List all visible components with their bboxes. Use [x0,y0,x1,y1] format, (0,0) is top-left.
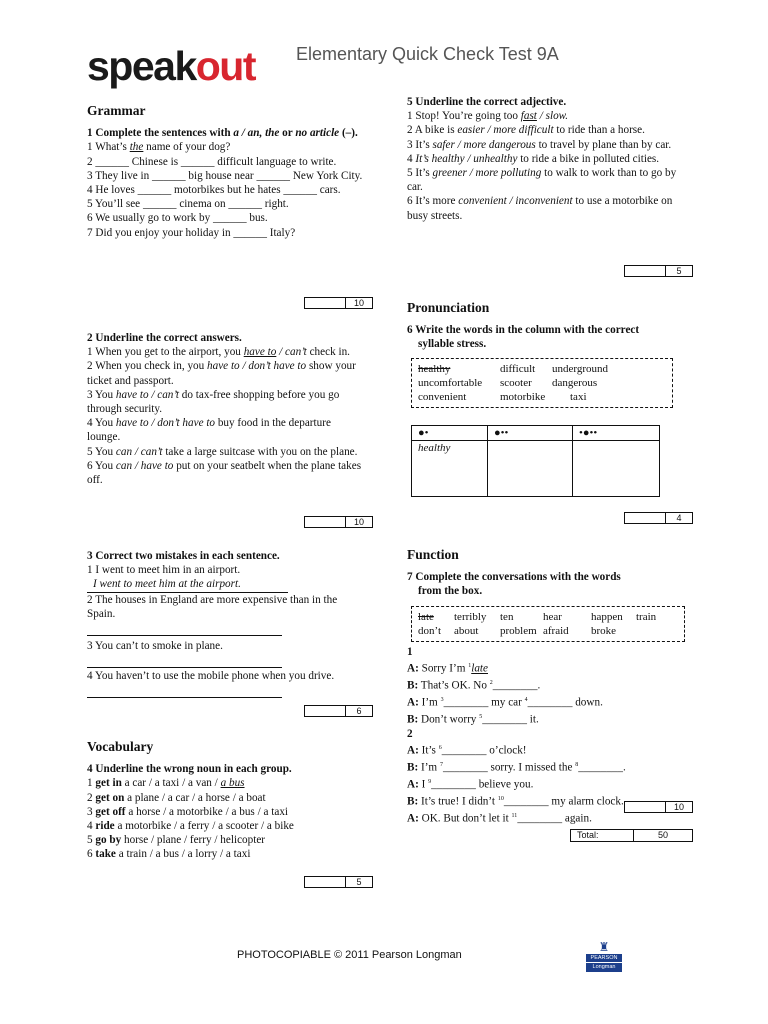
q2-block [87,331,363,487]
q7-line[interactable]: A: I’m $^3$________ my car $^4$________ down. [407,696,603,709]
stress-cell[interactable] [488,441,573,497]
q7-word: problem [500,625,537,637]
q6-word: underground [552,363,609,375]
q7-line[interactable]: A: It’s $^6$________ o’clock! [407,744,527,757]
q7-word: about [454,625,479,637]
q2-item-6[interactable]: 6 You can / have to put on your seatbelt when the plane takes off. [87,459,362,487]
q7-instruction-line-1: 7 Complete the conversations with the words [407,571,621,584]
pearson-longman-logo: ♜ PEARSON Longman [586,940,622,978]
q6-word: taxi [570,391,587,403]
stress-table [411,425,660,497]
q5-item-3[interactable]: 3 It’s safer / more dangerous to travel by plane than by car. [407,138,672,151]
q3-sentence-1: 1 I went to meet him in an airport. [87,564,241,577]
q7-line[interactable]: B: That’s OK. No $^2$________. [407,679,541,692]
q3-block [87,549,363,698]
q7-line[interactable]: A: I $^9$________ believe you. [407,778,534,791]
q6-score-box: 4 [624,512,693,524]
q5-instruction: 5 Underline the correct adjective. [407,96,567,108]
q7-word: happen [591,611,623,623]
q7-line[interactable]: B: I’m $^7$________ sorry. I missed the $^8$________. [407,761,626,774]
q7-line[interactable]: B: Don’t worry $^5$________ it. [407,713,539,726]
function-heading: Function [407,547,459,562]
conversation-number: 1 [407,646,413,658]
q6-word: healthy [418,363,451,375]
q2-item-1[interactable]: 1 When you get to the airport, you have to / can’t check in. [87,346,350,359]
q1-item-4[interactable]: 4 He loves ______ motorbikes but he hates ______ cars. [87,184,341,197]
q5-item-5[interactable]: 5 It’s greener / more polluting to walk to work than to go by car. [407,167,677,194]
vocabulary-heading: Vocabulary [87,739,154,754]
q2-score-box: 10 [304,516,373,528]
q3-sentence-4: 4 You haven’t to use the mobile phone when you drive. [87,670,335,683]
q4-item-4[interactable]: 4 ride a motorbike / a ferry / a scooter / a bike [87,820,294,833]
q1-instruction: 1 Complete the sentences with a / an, the or no article (–). [87,127,358,140]
q5-score-box: 5 [624,265,693,277]
q4-item-2[interactable]: 2 get on a plane / a car / a horse / a boat [87,791,266,804]
q1-item-1: 1 What’s the name of your dog? [87,141,231,154]
q6-word: scooter [500,377,532,389]
q4-item-3[interactable]: 3 get off a horse / a motorbike / a bus / a taxi [87,805,289,818]
q5-item-4[interactable]: 4 It’s healthy / unhealthy to ride a bike in polluted cities. [407,152,660,165]
stress-column-header: •●•• [573,426,660,441]
pronunciation-block [407,301,687,352]
q2-item-5[interactable]: 5 You can / can’t take a large suitcase with you on the plane. [87,445,358,458]
q5-item-2[interactable]: 2 A bike is easier / more difficult to ride than a horse. [407,124,645,137]
q2-item-2[interactable]: 2 When you check in, you have to / don’t have to show your ticket and passport. [87,360,356,387]
pronunciation-heading: Pronunciation [407,300,490,315]
q1-score-box: 10 [304,297,373,309]
q5-block [407,95,687,223]
q6-word: dangerous [552,377,598,389]
q6-word: motorbike [500,391,546,403]
q6-word: difficult [500,363,536,375]
q6-instruction-line-2: syllable stress. [418,338,487,351]
q3-instruction: 3 Correct two mistakes in each sentence. [87,550,280,562]
q4-item-6[interactable]: 6 take a train / a bus / a lorry / a taxi [87,848,251,861]
q7-word: terribly [454,611,487,623]
test-title: Elementary Quick Check Test 9A [296,44,559,64]
q6-word: convenient [418,391,467,403]
stress-column-header: ●• [412,426,488,441]
stress-column-header: ●•• [488,426,573,441]
q2-item-4[interactable]: 4 You have to / don’t have to buy food in the departure lounge. [87,417,331,444]
q3-sentence-2: 2 The houses in England are more expensive than in the Spain. [87,593,338,620]
pearson-emblem-icon: ♜ [598,940,610,954]
q3-score-box: 6 [304,705,373,717]
stress-cell[interactable]: healthy [412,441,488,497]
q7-score-box: 10 [624,801,693,813]
q4-score-box: 5 [304,876,373,888]
q3-answer-line-4[interactable] [87,683,282,698]
q1-item-3[interactable]: 3 They live in ______ big house near ______ New York City. [87,169,363,182]
q4-item-5[interactable]: 5 go by horse / plane / ferry / helicopter [87,834,266,847]
function-block [407,548,687,599]
q5-item-1[interactable]: 1 Stop! You’re going too fast / slow. [407,110,569,123]
q5-item-6[interactable]: 6 It’s more convenient / inconvenient to use a motorbike on busy streets. [407,195,673,222]
q7-word: late [418,611,434,623]
grammar-heading: Grammar [87,103,146,118]
speakout-logo: speakout [87,43,256,89]
q1-item-2[interactable]: 2 ______ Chinese is ______ difficult language to write. [87,155,337,168]
q7-word: hear [543,611,562,623]
q3-answer-1: I went to meet him at the airport. [87,577,288,592]
q7-line[interactable]: A: Sorry I’m $^1$late [407,662,488,675]
q3-answer-line-3[interactable] [87,653,282,668]
q7-word: ten [500,611,514,623]
q7-word: broke [591,625,617,637]
copyright-footer: PHOTOCOPIABLE © 2011 Pearson Longman [237,949,462,961]
q1-item-7[interactable]: 7 Did you enjoy your holiday in ______ Italy? [87,226,296,239]
q4-instruction: 4 Underline the wrong noun in each group. [87,763,292,776]
q3-answer-line-2[interactable] [87,621,282,636]
q4-item-1[interactable]: 1 get in a car / a taxi / a van / a bus [87,777,245,790]
q7-line[interactable]: B: It’s true! I didn’t $^{10}$________ my alarm clock. [407,795,624,808]
total-score-box: Total: 50 [570,829,693,842]
q1-item-6[interactable]: 6 We usually go to work by ______ bus. [87,212,268,225]
q1-item-5[interactable]: 5 You’ll see ______ cinema on ______ right. [87,198,289,211]
q7-conversations [407,645,687,826]
q7-line[interactable]: A: OK. But don’t let it $^{11}$________ again. [407,812,592,825]
q6-word-box [411,358,673,408]
q7-word-box [411,606,685,642]
q7-word: train [636,611,657,623]
q7-word: afraid [543,625,569,637]
vocabulary-block [87,740,363,862]
q6-word: uncomfortable [418,377,483,389]
q2-instruction: 2 Underline the correct answers. [87,332,242,344]
q3-sentence-3: 3 You can’t to smoke in plane. [87,640,223,653]
conversation-number: 2 [407,727,413,740]
q7-word: don’t [418,625,442,637]
q7-instruction-line-2: from the box. [418,585,483,598]
q2-item-3[interactable]: 3 You have to / can’t do tax-free shopping before you go through security. [87,388,340,416]
stress-cell[interactable] [573,441,660,497]
q6-instruction-line-1: 6 Write the words in the column with the correct [407,324,640,337]
left-column [87,104,363,240]
